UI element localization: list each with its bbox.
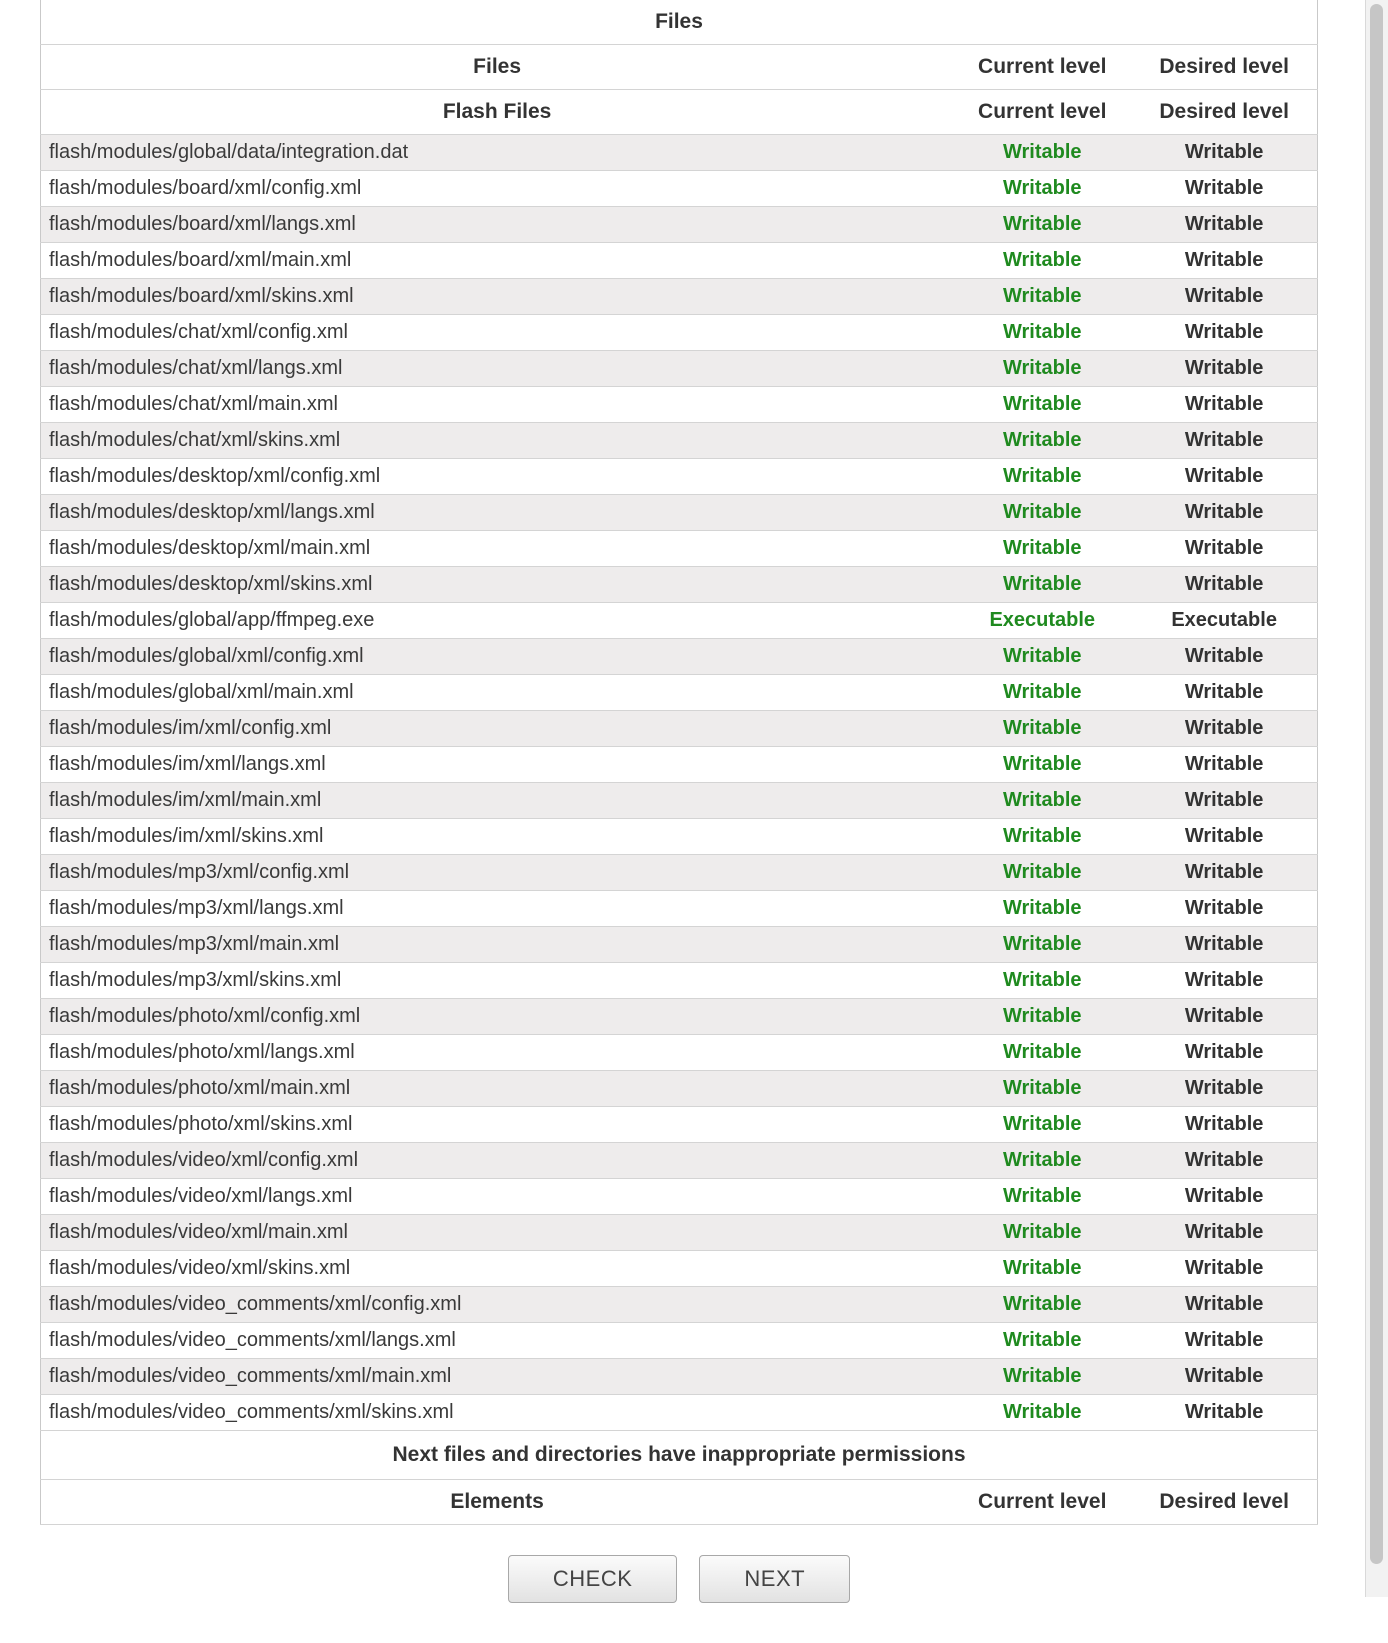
file-path: flash/modules/desktop/xml/main.xml xyxy=(41,531,954,567)
table-row xyxy=(41,279,1318,315)
elements-header-row xyxy=(41,1480,1318,1525)
table-row xyxy=(41,423,1318,459)
table-row xyxy=(41,567,1318,603)
table-row xyxy=(41,1215,1318,1251)
file-path: flash/modules/board/xml/config.xml xyxy=(41,171,954,207)
desired-level-value: Writable xyxy=(1131,999,1317,1035)
file-path: flash/modules/photo/xml/main.xml xyxy=(41,1071,954,1107)
current-level-value: Writable xyxy=(953,1071,1131,1107)
table-row xyxy=(41,639,1318,675)
flash-files-header-desired-level: Desired level xyxy=(1131,90,1317,135)
next-button[interactable]: NEXT xyxy=(699,1555,850,1603)
current-level-value: Writable xyxy=(953,1107,1131,1143)
desired-level-value: Writable xyxy=(1131,891,1317,927)
desired-level-value: Writable xyxy=(1131,387,1317,423)
file-path: flash/modules/global/xml/main.xml xyxy=(41,675,954,711)
table-row xyxy=(41,927,1318,963)
current-level-value: Writable xyxy=(953,135,1131,171)
table-row xyxy=(41,1395,1318,1431)
current-level-value: Writable xyxy=(953,1359,1131,1395)
desired-level-value: Writable xyxy=(1131,963,1317,999)
current-level-value: Writable xyxy=(953,207,1131,243)
table-row xyxy=(41,351,1318,387)
table-row xyxy=(41,531,1318,567)
desired-level-value: Writable xyxy=(1131,1251,1317,1287)
file-path: flash/modules/photo/xml/config.xml xyxy=(41,999,954,1035)
inappropriate-permissions-note: Next files and directories have inappropriate permissions xyxy=(41,1431,1318,1480)
file-path: flash/modules/video_comments/xml/config.xml xyxy=(41,1287,954,1323)
current-level-value: Writable xyxy=(953,711,1131,747)
desired-level-value: Writable xyxy=(1131,495,1317,531)
file-path: flash/modules/global/app/ffmpeg.exe xyxy=(41,603,954,639)
action-buttons xyxy=(40,1525,1318,1643)
files-permissions-table xyxy=(40,0,1318,1525)
table-row xyxy=(41,315,1318,351)
current-level-value: Writable xyxy=(953,819,1131,855)
current-level-value: Writable xyxy=(953,1395,1131,1431)
panel-title: Files xyxy=(41,0,1318,45)
file-path: flash/modules/mp3/xml/langs.xml xyxy=(41,891,954,927)
file-path: flash/modules/im/xml/langs.xml xyxy=(41,747,954,783)
desired-level-value: Writable xyxy=(1131,459,1317,495)
table-row xyxy=(41,999,1318,1035)
table-row xyxy=(41,1035,1318,1071)
page-scrollbar-thumb[interactable] xyxy=(1370,4,1383,1564)
table-row xyxy=(41,495,1318,531)
table-row xyxy=(41,1107,1318,1143)
desired-level-value: Writable xyxy=(1131,1143,1317,1179)
current-level-value: Writable xyxy=(953,747,1131,783)
desired-level-value: Writable xyxy=(1131,1287,1317,1323)
file-path: flash/modules/video/xml/langs.xml xyxy=(41,1179,954,1215)
table-row xyxy=(41,243,1318,279)
file-path: flash/modules/mp3/xml/skins.xml xyxy=(41,963,954,999)
table-row xyxy=(41,1251,1318,1287)
files-header-row xyxy=(41,45,1318,90)
current-level-value: Writable xyxy=(953,999,1131,1035)
file-path: flash/modules/board/xml/main.xml xyxy=(41,243,954,279)
file-path: flash/modules/chat/xml/main.xml xyxy=(41,387,954,423)
file-path: flash/modules/board/xml/langs.xml xyxy=(41,207,954,243)
desired-level-value: Writable xyxy=(1131,1215,1317,1251)
file-path: flash/modules/video/xml/config.xml xyxy=(41,1143,954,1179)
file-path: flash/modules/mp3/xml/main.xml xyxy=(41,927,954,963)
table-row xyxy=(41,747,1318,783)
current-level-value: Writable xyxy=(953,1215,1131,1251)
current-level-value: Writable xyxy=(953,243,1131,279)
files-table-body xyxy=(41,0,1318,1525)
current-level-value: Writable xyxy=(953,1143,1131,1179)
file-path: flash/modules/board/xml/skins.xml xyxy=(41,279,954,315)
desired-level-value: Writable xyxy=(1131,423,1317,459)
desired-level-value: Writable xyxy=(1131,711,1317,747)
current-level-value: Writable xyxy=(953,171,1131,207)
desired-level-value: Writable xyxy=(1131,639,1317,675)
file-path: flash/modules/video/xml/main.xml xyxy=(41,1215,954,1251)
elements-header-current-level: Current level xyxy=(953,1480,1131,1525)
file-path: flash/modules/chat/xml/config.xml xyxy=(41,315,954,351)
file-path: flash/modules/global/xml/config.xml xyxy=(41,639,954,675)
table-row xyxy=(41,459,1318,495)
current-level-value: Writable xyxy=(953,783,1131,819)
current-level-value: Writable xyxy=(953,855,1131,891)
file-path: flash/modules/photo/xml/skins.xml xyxy=(41,1107,954,1143)
desired-level-value: Writable xyxy=(1131,1179,1317,1215)
table-row xyxy=(41,1179,1318,1215)
desired-level-value: Executable xyxy=(1131,603,1317,639)
current-level-value: Writable xyxy=(953,1287,1131,1323)
current-level-value: Writable xyxy=(953,279,1131,315)
desired-level-value: Writable xyxy=(1131,1323,1317,1359)
inappropriate-permissions-note-row xyxy=(41,1431,1318,1480)
file-path: flash/modules/desktop/xml/skins.xml xyxy=(41,567,954,603)
files-header-desired-level: Desired level xyxy=(1131,45,1317,90)
file-path: flash/modules/mp3/xml/config.xml xyxy=(41,855,954,891)
desired-level-value: Writable xyxy=(1131,567,1317,603)
current-level-value: Writable xyxy=(953,639,1131,675)
current-level-value: Writable xyxy=(953,459,1131,495)
files-header-current-level: Current level xyxy=(953,45,1131,90)
desired-level-value: Writable xyxy=(1131,819,1317,855)
desired-level-value: Writable xyxy=(1131,1107,1317,1143)
desired-level-value: Writable xyxy=(1131,315,1317,351)
table-row xyxy=(41,207,1318,243)
panel-title-row xyxy=(41,0,1318,45)
file-path: flash/modules/im/xml/main.xml xyxy=(41,783,954,819)
file-path: flash/modules/video_comments/xml/langs.xml xyxy=(41,1323,954,1359)
file-path: flash/modules/desktop/xml/langs.xml xyxy=(41,495,954,531)
file-path: flash/modules/video/xml/skins.xml xyxy=(41,1251,954,1287)
page-scrollbar[interactable] xyxy=(1365,0,1388,1597)
file-path: flash/modules/chat/xml/skins.xml xyxy=(41,423,954,459)
flash-files-header-row xyxy=(41,90,1318,135)
desired-level-value: Writable xyxy=(1131,675,1317,711)
desired-level-value: Writable xyxy=(1131,135,1317,171)
table-row xyxy=(41,1359,1318,1395)
table-row xyxy=(41,711,1318,747)
file-path: flash/modules/video_comments/xml/skins.xml xyxy=(41,1395,954,1431)
desired-level-value: Writable xyxy=(1131,243,1317,279)
current-level-value: Writable xyxy=(953,927,1131,963)
table-row xyxy=(41,135,1318,171)
table-row xyxy=(41,1071,1318,1107)
file-path: flash/modules/video_comments/xml/main.xml xyxy=(41,1359,954,1395)
desired-level-value: Writable xyxy=(1131,531,1317,567)
desired-level-value: Writable xyxy=(1131,747,1317,783)
desired-level-value: Writable xyxy=(1131,279,1317,315)
current-level-value: Executable xyxy=(953,603,1131,639)
file-path: flash/modules/global/data/integration.dat xyxy=(41,135,954,171)
table-row xyxy=(41,1323,1318,1359)
files-header-label: Files xyxy=(41,45,954,90)
current-level-value: Writable xyxy=(953,567,1131,603)
file-path: flash/modules/chat/xml/langs.xml xyxy=(41,351,954,387)
current-level-value: Writable xyxy=(953,675,1131,711)
desired-level-value: Writable xyxy=(1131,1035,1317,1071)
table-row xyxy=(41,171,1318,207)
desired-level-value: Writable xyxy=(1131,855,1317,891)
current-level-value: Writable xyxy=(953,1179,1131,1215)
desired-level-value: Writable xyxy=(1131,783,1317,819)
table-row xyxy=(41,855,1318,891)
check-button[interactable]: CHECK xyxy=(508,1555,678,1603)
table-row xyxy=(41,963,1318,999)
table-row xyxy=(41,783,1318,819)
file-path: flash/modules/im/xml/skins.xml xyxy=(41,819,954,855)
current-level-value: Writable xyxy=(953,495,1131,531)
file-path: flash/modules/desktop/xml/config.xml xyxy=(41,459,954,495)
current-level-value: Writable xyxy=(953,1323,1131,1359)
desired-level-value: Writable xyxy=(1131,1071,1317,1107)
flash-files-header-current-level: Current level xyxy=(953,90,1131,135)
file-path: flash/modules/im/xml/config.xml xyxy=(41,711,954,747)
elements-header-desired-level: Desired level xyxy=(1131,1480,1317,1525)
desired-level-value: Writable xyxy=(1131,207,1317,243)
current-level-value: Writable xyxy=(953,531,1131,567)
elements-header-label: Elements xyxy=(41,1480,954,1525)
current-level-value: Writable xyxy=(953,891,1131,927)
current-level-value: Writable xyxy=(953,1035,1131,1071)
flash-files-header-label: Flash Files xyxy=(41,90,954,135)
current-level-value: Writable xyxy=(953,387,1131,423)
current-level-value: Writable xyxy=(953,1251,1131,1287)
current-level-value: Writable xyxy=(953,351,1131,387)
current-level-value: Writable xyxy=(953,963,1131,999)
current-level-value: Writable xyxy=(953,315,1131,351)
table-row xyxy=(41,891,1318,927)
desired-level-value: Writable xyxy=(1131,927,1317,963)
table-row xyxy=(41,387,1318,423)
table-row xyxy=(41,675,1318,711)
table-row xyxy=(41,819,1318,855)
file-path: flash/modules/photo/xml/langs.xml xyxy=(41,1035,954,1071)
table-row xyxy=(41,1143,1318,1179)
current-level-value: Writable xyxy=(953,423,1131,459)
desired-level-value: Writable xyxy=(1131,351,1317,387)
table-row xyxy=(41,1287,1318,1323)
desired-level-value: Writable xyxy=(1131,171,1317,207)
desired-level-value: Writable xyxy=(1131,1395,1317,1431)
desired-level-value: Writable xyxy=(1131,1359,1317,1395)
table-row xyxy=(41,603,1318,639)
